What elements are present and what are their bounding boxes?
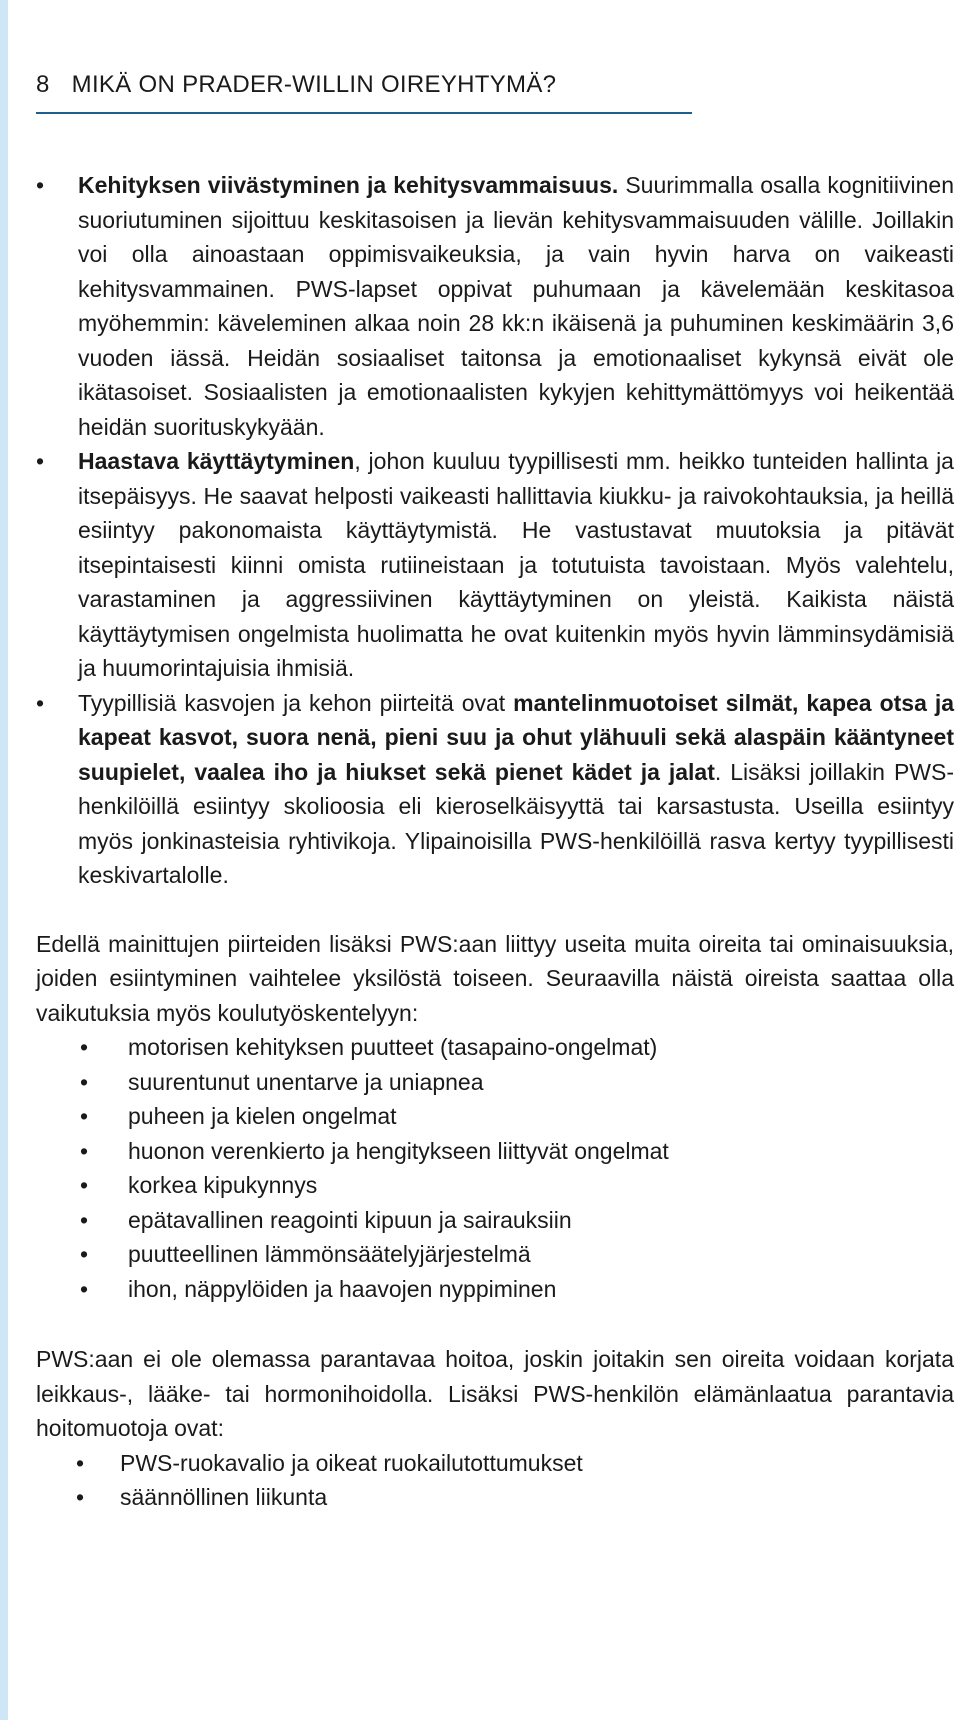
list-item: • PWS-ruokavalio ja oikeat ruokailutottumukset <box>36 1446 954 1481</box>
list-item: • epätavallinen reagointi kipuun ja sairauksiin <box>36 1203 954 1238</box>
bullet-bold-features: mantelinmuotoiset silmät, kapea otsa ja kapeat kasvot, suora nenä, pieni suu ja ohut ylähuuli sekä alaspäin kääntyneet suupielet, vaalea iho ja hiukset sekä pienet kädet ja jalat <box>78 689 954 785</box>
bullet-bold-lead: Kehityksen viivästyminen ja kehitysvammaisuus. <box>78 172 619 198</box>
paragraph-other-symptoms: Edellä mainittujen piirteiden lisäksi PWS:aan liittyy useita muita oireita tai ominaisuuksia, joiden esiintyminen vaihtelee yksilöstä toiseen. Seuraavilla näistä oireista saattaa olla vaikutuksia myös koulutyöskentelyyn: <box>36 930 954 1026</box>
bullet-bold-lead: Haastava käyttäytyminen <box>78 448 355 474</box>
list-item-behaviour <box>36 444 954 686</box>
bullet-text: , johon kuuluu tyypillisesti mm. heikko tunteiden hallinta ja itsepäisyys. He saavat helposti vaikeasti hallittavia kiukku- ja raivokohtauksia, ja heillä esiintyy pakonomaista käyttäytymistä. He vastustavat muutoksia ja pitävät itsepintaisesti kiinni omista rutiineistaan ja totutuista tavoistaan. Myös valehtelu, varastaminen ja aggressiivinen käyttäytyminen on yleistä. Kaikista näistä käyttäytymisen ongelmista huolimatta he ovat kuitenkin myös hyvin lämminsydämisiä ja huumorintajuisia ihmisiä. <box>78 448 954 681</box>
list-item: • korkea kipukynnys <box>36 1168 954 1203</box>
list-item-physical-features <box>36 686 954 893</box>
list-item: • puutteellinen lämmönsäätelyjärjestelmä <box>36 1237 954 1272</box>
list-item: • suurentunut unentarve ja uniapnea <box>36 1065 954 1100</box>
bullet-lead: Tyypillisiä kasvojen ja kehon piirteitä ovat <box>78 689 514 716</box>
page-edge-stripe <box>0 0 8 1720</box>
symptom-list <box>36 1030 954 1306</box>
feature-bullet-list <box>36 168 954 893</box>
treatment-list <box>36 1446 954 1515</box>
bullet-text: . Lisäksi joillakin PWS-henkilöillä esiintyy skolioosia eli kieroselkäisyyttä tai karsastusta. Useilla esiintyy myös jonkinasteisia ryhtivikoja. Ylipainoisilla PWS-henkilöillä rasva kertyy tyypillisesti keskivartalolle. <box>78 758 954 888</box>
list-item: • motorisen kehityksen puutteet (tasapaino-ongelmat) <box>36 1030 954 1065</box>
list-item: • säännöllinen liikunta <box>36 1480 954 1515</box>
page-header <box>36 70 692 114</box>
page-number: 8 <box>36 71 50 98</box>
list-item-development <box>36 168 954 444</box>
paragraph-treatment: PWS:aan ei ole olemassa parantavaa hoitoa, joskin joitakin sen oireita voidaan korjata leikkaus-, lääke- tai hormonihoidolla. Lisäksi PWS-henkilön elämänlaatua parantavia hoitomuotoja ovat: <box>36 1346 954 1441</box>
bullet-text: Suurimmalla osalla kognitiivinen suoriutuminen sijoittuu keskitasoisen ja lievän kehitysvammaisuuden välille. Joillakin voi olla ainoastaan oppimisvaikeuksia, ja vain hyvin harva on vaikeasti kehitysvammainen. PWS-lapset oppivat puhumaan ja kävelemään keskitasoa myöhemmin: käveleminen alkaa noin 28 kk:n ikäisenä ja puhuminen keskimäärin 3,6 vuoden iässä. Heidän sosiaaliset taitonsa ja emotionaaliset kykynsä eivät ole ikätasoiset. Sosiaalisten ja emotionaalisten kykyjen kehittymättömyys voi heikentää heidän suorituskykyään. <box>78 172 954 440</box>
list-item: • puheen ja kielen ongelmat <box>36 1099 954 1134</box>
list-item: • huonon verenkierto ja hengitykseen liittyvät ongelmat <box>36 1134 954 1169</box>
page-content <box>36 168 954 1515</box>
chapter-title: MIKÄ ON PRADER-WILLIN OIREYHTYMÄ? <box>71 71 557 98</box>
list-item: • ihon, näppylöiden ja haavojen nyppiminen <box>36 1272 954 1307</box>
